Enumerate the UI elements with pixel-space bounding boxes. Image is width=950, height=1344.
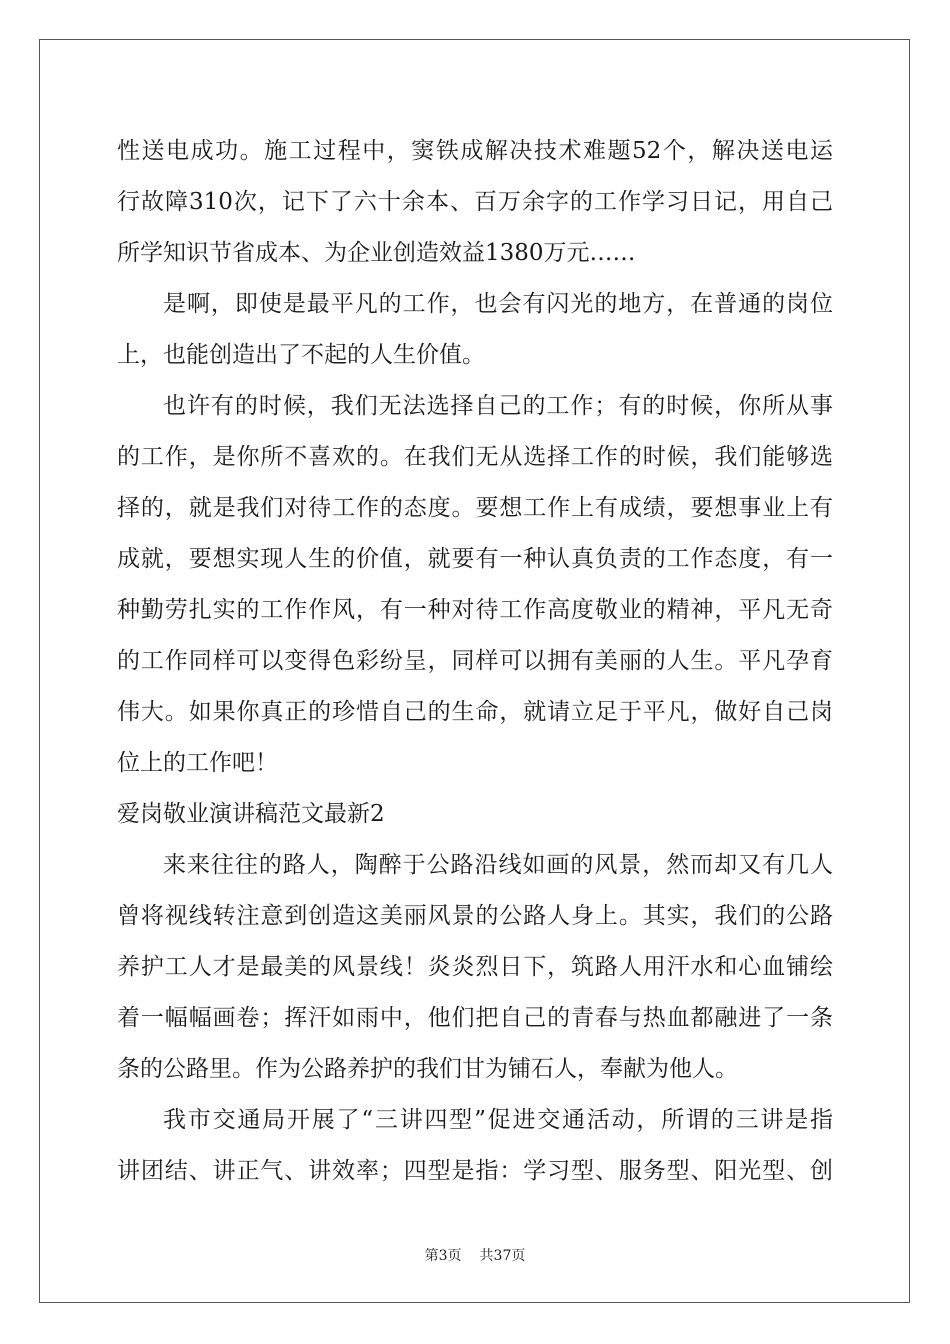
page-total: 共37页 (479, 1248, 526, 1264)
text-line: 条的公路里。作为公路养护的我们甘为铺石人，奉献为他人。 (117, 1056, 738, 1082)
text-line: 的工作同样可以变得色彩纷呈，同样可以拥有美丽的人生。平凡孕育 (117, 648, 833, 674)
text-line: 成就，要想实现人生的价值，就要有一种认真负责的工作态度，有一 (117, 546, 833, 572)
text-line: 养护工人才是最美的风景线！炎炎烈日下，筑路人用汗水和心血铺绘 (117, 954, 833, 980)
section-heading: 爱岗敬业演讲稿范文最新2 (117, 801, 385, 827)
text-line: 性送电成功。施工过程中，窦铁成解决技术难题52个，解决送电运 (117, 138, 833, 164)
text-line: 着一幅幅画卷；挥汗如雨中，他们把自己的青春与热血都融进了一条 (117, 1005, 833, 1031)
text-line: 上，也能创造出了不起的人生价值。 (117, 342, 485, 368)
text-line: 择的，就是我们对待工作的态度。要想工作上有成绩，要想事业上有 (117, 495, 833, 521)
text-line: 伟大。如果你真正的珍惜自己的生命，就请立足于平凡，做好自己岗 (117, 699, 833, 725)
text-line: 曾将视线转注意到创造这美丽风景的公路人身上。其实，我们的公路 (117, 903, 833, 929)
page-footer (0, 1245, 950, 1265)
text-line: 种勤劳扎实的工作作风，有一种对待工作高度敬业的精神，平凡无奇 (117, 597, 833, 623)
text-line: 来来往往的路人，陶醉于公路沿线如画的风景，然而却又有几人 (163, 852, 833, 878)
text-line: 我市交通局开展了“三讲四型”促进交通活动，所谓的三讲是指 (163, 1107, 833, 1133)
text-line: 位上的工作吧！ (117, 750, 278, 776)
text-line: 所学知识节省成本、为企业创造效益1380万元…… (117, 240, 636, 266)
text-line: 讲团结、讲正气、讲效率；四型是指：学习型、服务型、阳光型、创 (117, 1158, 833, 1184)
text-line: 是啊，即使是最平凡的工作，也会有闪光的地方，在普通的岗位 (163, 291, 833, 317)
text-line: 也许有的时候，我们无法选择自己的工作；有的时候，你所从事 (163, 393, 833, 419)
page-number: 第3页 (424, 1248, 462, 1264)
text-line: 行故障310次，记下了六十余本、百万余字的工作学习日记，用自己 (117, 189, 833, 215)
text-line: 的工作，是你所不喜欢的。在我们无从选择工作的时候，我们能够选 (117, 444, 833, 470)
document-body (117, 126, 833, 1197)
